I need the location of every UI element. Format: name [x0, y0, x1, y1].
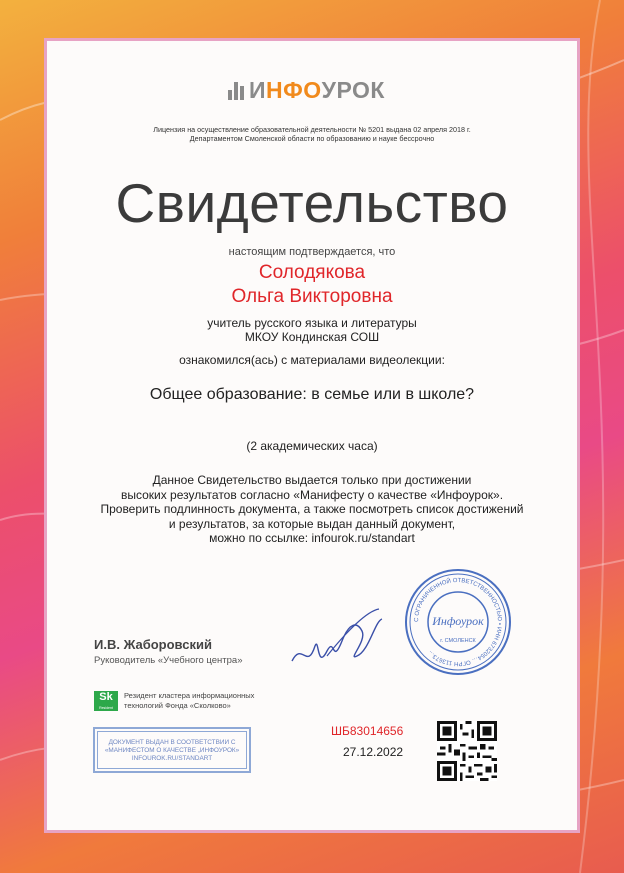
certificate-serial: ШБ83014656: [331, 724, 404, 738]
infourok-logo: И НФО УРОК: [228, 77, 385, 104]
svg-text:г. СМОЛЕНСК: г. СМОЛЕНСК: [440, 638, 476, 644]
signer-name: И.В. Жаборовский: [94, 637, 212, 652]
certificate-card: [44, 38, 580, 833]
recipient-role: учитель русского языка и литературы МКОУ Кондинская СОШ: [207, 316, 417, 344]
certificate-description: Данное Свидетельство выдается только при достижении высоких результатов согласно «Манифесту о качестве «Инфоурок». Проверить подлинность документа, а также посмотреть список достижений и результатов, за которые выдан данный документ, можно по ссылке: infourok.ru/standart: [100, 473, 524, 545]
signer-role: Руководитель «Учебного центра»: [94, 655, 243, 666]
course-hours: (2 академических часа): [246, 439, 378, 453]
skolkovo-badge-icon: Sk Resident: [94, 691, 118, 711]
ack-text: ознакомился(ась) с материалами видеолекции:: [179, 353, 445, 367]
course-title: Общее образование: в семье или в школе?: [149, 386, 475, 403]
manifest-compliance-box: ДОКУМЕНТ ВЫДАН В СООТВЕТСТВИИ С «МАНИФЕСТОМ О КАЧЕСТВЕ „ИНФОУРОК» INFOUROK.RU/STANDART: [93, 727, 251, 773]
official-stamp: [403, 567, 513, 677]
certificate-date: 27.12.2022: [343, 745, 404, 759]
signature-image: [287, 601, 387, 681]
recipient-name: Солодякова Ольга Викторовна: [231, 262, 393, 307]
svg-text:Инфоурок: Инфоурок: [432, 614, 484, 628]
license-text: Лицензия на осуществление образовательной деятельности № 5201 выдана 02 апреля 2018 г. Департаментом Смоленской области по образованию и науке бессрочно: [153, 125, 471, 143]
svg-text:С ОГРАНИЧЕННОЙ ОТВЕТСТВЕННОСТЬ: С ОГРАНИЧЕННОЙ ОТВЕТСТВЕННОСТЬЮ • ИНН 6732054… ОГРН 113673…: [413, 577, 503, 667]
skolkovo-text: Резидент кластера информационных технологий Фонда «Сколково»: [124, 691, 255, 710]
certificate-title: Свидетельство: [115, 172, 509, 234]
qr-code-icon[interactable]: [437, 721, 497, 781]
logo-bars-icon: [228, 82, 244, 100]
confirm-text: настоящим подтверждается, что: [228, 246, 396, 258]
